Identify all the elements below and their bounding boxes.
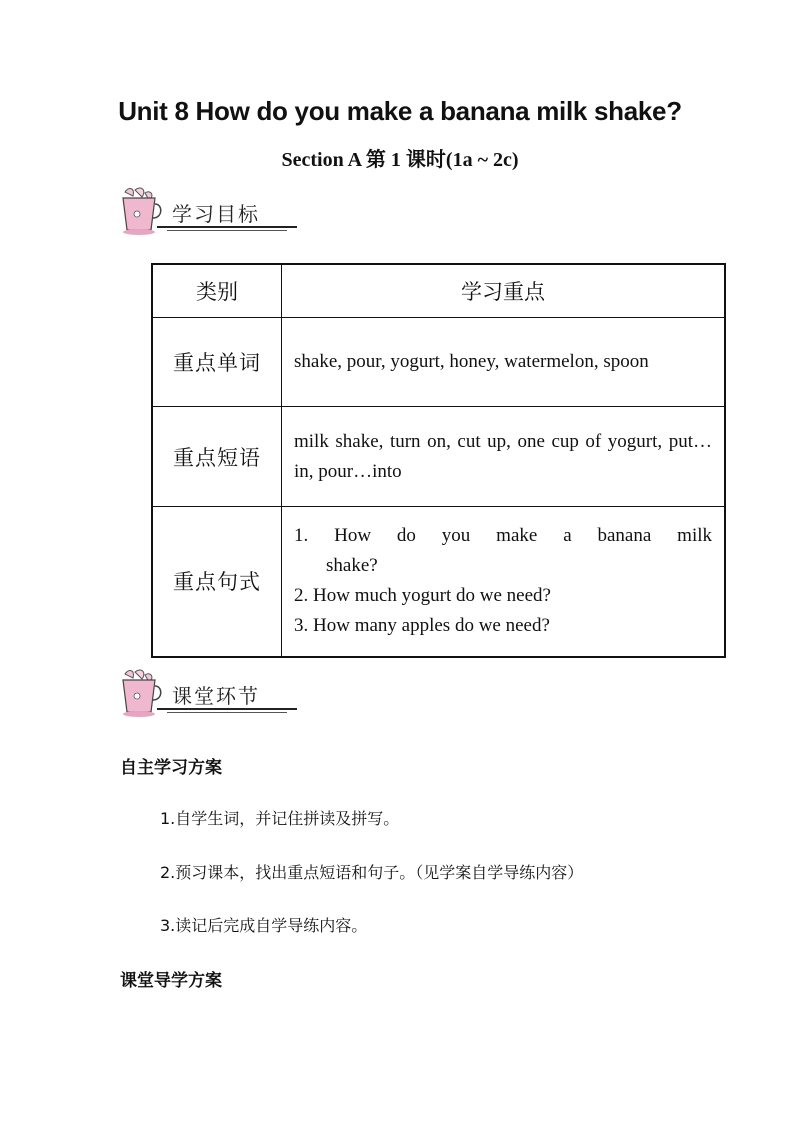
step-item: 3.读记后完成自学导练内容。 xyxy=(160,916,368,935)
milkshake-cup-icon xyxy=(115,668,167,718)
section-heading-class-guide: 课堂导学方案 xyxy=(120,971,222,991)
banner-underline-thin xyxy=(167,712,287,713)
column-header-focus: 学习重点 xyxy=(282,264,726,318)
banner-learning-goals xyxy=(115,186,300,236)
table-row xyxy=(152,318,725,407)
banner-underline xyxy=(157,226,297,228)
banner-label: 学习目标 xyxy=(172,202,260,226)
sentence: 1. How do you make a banana milk shake? xyxy=(294,525,712,577)
milkshake-cup-icon xyxy=(115,186,167,236)
table-header-row xyxy=(152,264,725,318)
table-row xyxy=(152,407,725,507)
sentence: 3. How many apples do we need? xyxy=(294,615,550,637)
banner-underline xyxy=(157,708,297,710)
unit-title: Unit 8 How do you make a banana milk shake? xyxy=(118,96,682,126)
content-cell: milk shake, turn on, cut up, one cup of yogurt, put…in, pour…into xyxy=(282,407,726,507)
table-row xyxy=(152,507,725,657)
category-cell: 重点短语 xyxy=(152,407,282,507)
section-subtitle: Section A 第 1 课时(1a ~ 2c) xyxy=(281,149,519,171)
sentence: 2. How much yogurt do we need? xyxy=(294,585,551,607)
banner-label: 课堂环节 xyxy=(172,684,260,708)
learning-goals-table xyxy=(151,263,726,658)
step-item: 2.预习课本，找出重点短语和句子。（见学案自学导练内容） xyxy=(160,863,584,882)
category-cell: 重点单词 xyxy=(152,318,282,407)
step-item: 1.自学生词，并记住拼读及拼写。 xyxy=(160,809,400,828)
column-header-category: 类别 xyxy=(152,264,282,318)
banner-class-sessions xyxy=(115,668,300,718)
section-heading-self-study: 自主学习方案 xyxy=(120,758,222,778)
content-cell: shake, pour, yogurt, honey, watermelon, spoon xyxy=(282,318,726,407)
content-cell xyxy=(282,507,726,657)
banner-underline-thin xyxy=(167,230,287,231)
category-cell: 重点句式 xyxy=(152,507,282,657)
